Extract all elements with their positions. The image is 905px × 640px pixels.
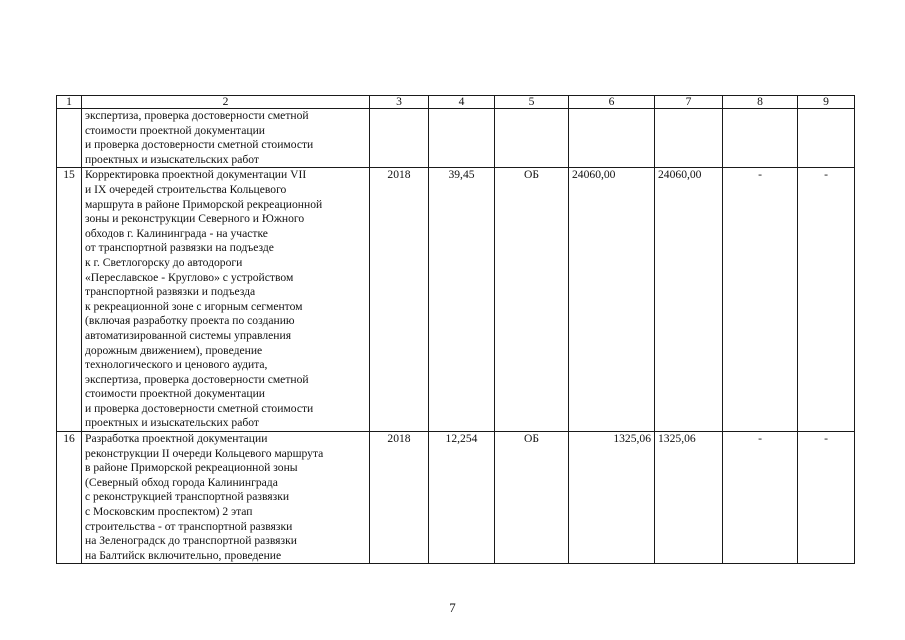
row-col8 — [723, 109, 798, 168]
row-year: 2018 — [370, 432, 429, 564]
row-col9 — [798, 109, 855, 168]
column-number: 8 — [723, 96, 798, 109]
row-col8: - — [723, 432, 798, 564]
row-col7: 1325,06 — [655, 432, 723, 564]
row-description: Корректировка проектной документации VII и IX очередей строительства Кольцевого маршрута в районе Приморской рекреационной зоны и реконструкции Северного и Южного обходов г. Калининграда - на участке от транспортной развязки на подъезде к г. Светлогорску до автодороги «Переславское - Круглово» с устройством транспортной развязки и подъезда к рекреационной зоне с игорным сегментом (включая разработку проекта по созданию автоматизированной системы управления дорожным движением), проведение технологического и ценового аудита, экспертиза, проверка достоверности сметной стоимости проектной документации и проверка достоверности сметной стоимости проектных и изыскательских работ — [82, 168, 370, 432]
row-source: ОБ — [495, 432, 569, 564]
column-number: 1 — [57, 96, 82, 109]
column-number: 2 — [82, 96, 370, 109]
row-year: 2018 — [370, 168, 429, 432]
row-source — [495, 109, 569, 168]
row-col9: - — [798, 432, 855, 564]
document-table — [56, 95, 855, 564]
row-total — [569, 109, 655, 168]
column-number-row — [57, 96, 855, 109]
row-year — [370, 109, 429, 168]
row-source: ОБ — [495, 168, 569, 432]
row-col8: - — [723, 168, 798, 432]
column-number: 3 — [370, 96, 429, 109]
column-number: 6 — [569, 96, 655, 109]
row-number: 15 — [57, 168, 82, 432]
table-row — [57, 168, 855, 432]
page-number: 7 — [449, 600, 456, 615]
column-number: 4 — [429, 96, 495, 109]
row-length — [429, 109, 495, 168]
row-number: 16 — [57, 432, 82, 564]
row-description: экспертиза, проверка достоверности сметной стоимости проектной документации и проверка достоверности сметной стоимости проектных и изыскательских работ — [82, 109, 370, 168]
column-number: 7 — [655, 96, 723, 109]
table-row — [57, 432, 855, 564]
row-length: 39,45 — [429, 168, 495, 432]
row-description: Разработка проектной документации реконструкции II очереди Кольцевого маршрута в районе Приморской рекреационной зоны (Северный обход города Калининграда с реконструкцией транспортной развязки с Московским проспектом) 2 этап строительства - от транспортной развязки на Зеленоградск до транспортной развязки на Балтийск включительно, проведение — [82, 432, 370, 564]
row-number — [57, 109, 82, 168]
column-number: 5 — [495, 96, 569, 109]
table-row — [57, 109, 855, 168]
row-col7 — [655, 109, 723, 168]
row-total: 1325,06 — [569, 432, 655, 564]
row-col9: - — [798, 168, 855, 432]
row-total: 24060,00 — [569, 168, 655, 432]
column-number: 9 — [798, 96, 855, 109]
row-col7: 24060,00 — [655, 168, 723, 432]
row-length: 12,254 — [429, 432, 495, 564]
